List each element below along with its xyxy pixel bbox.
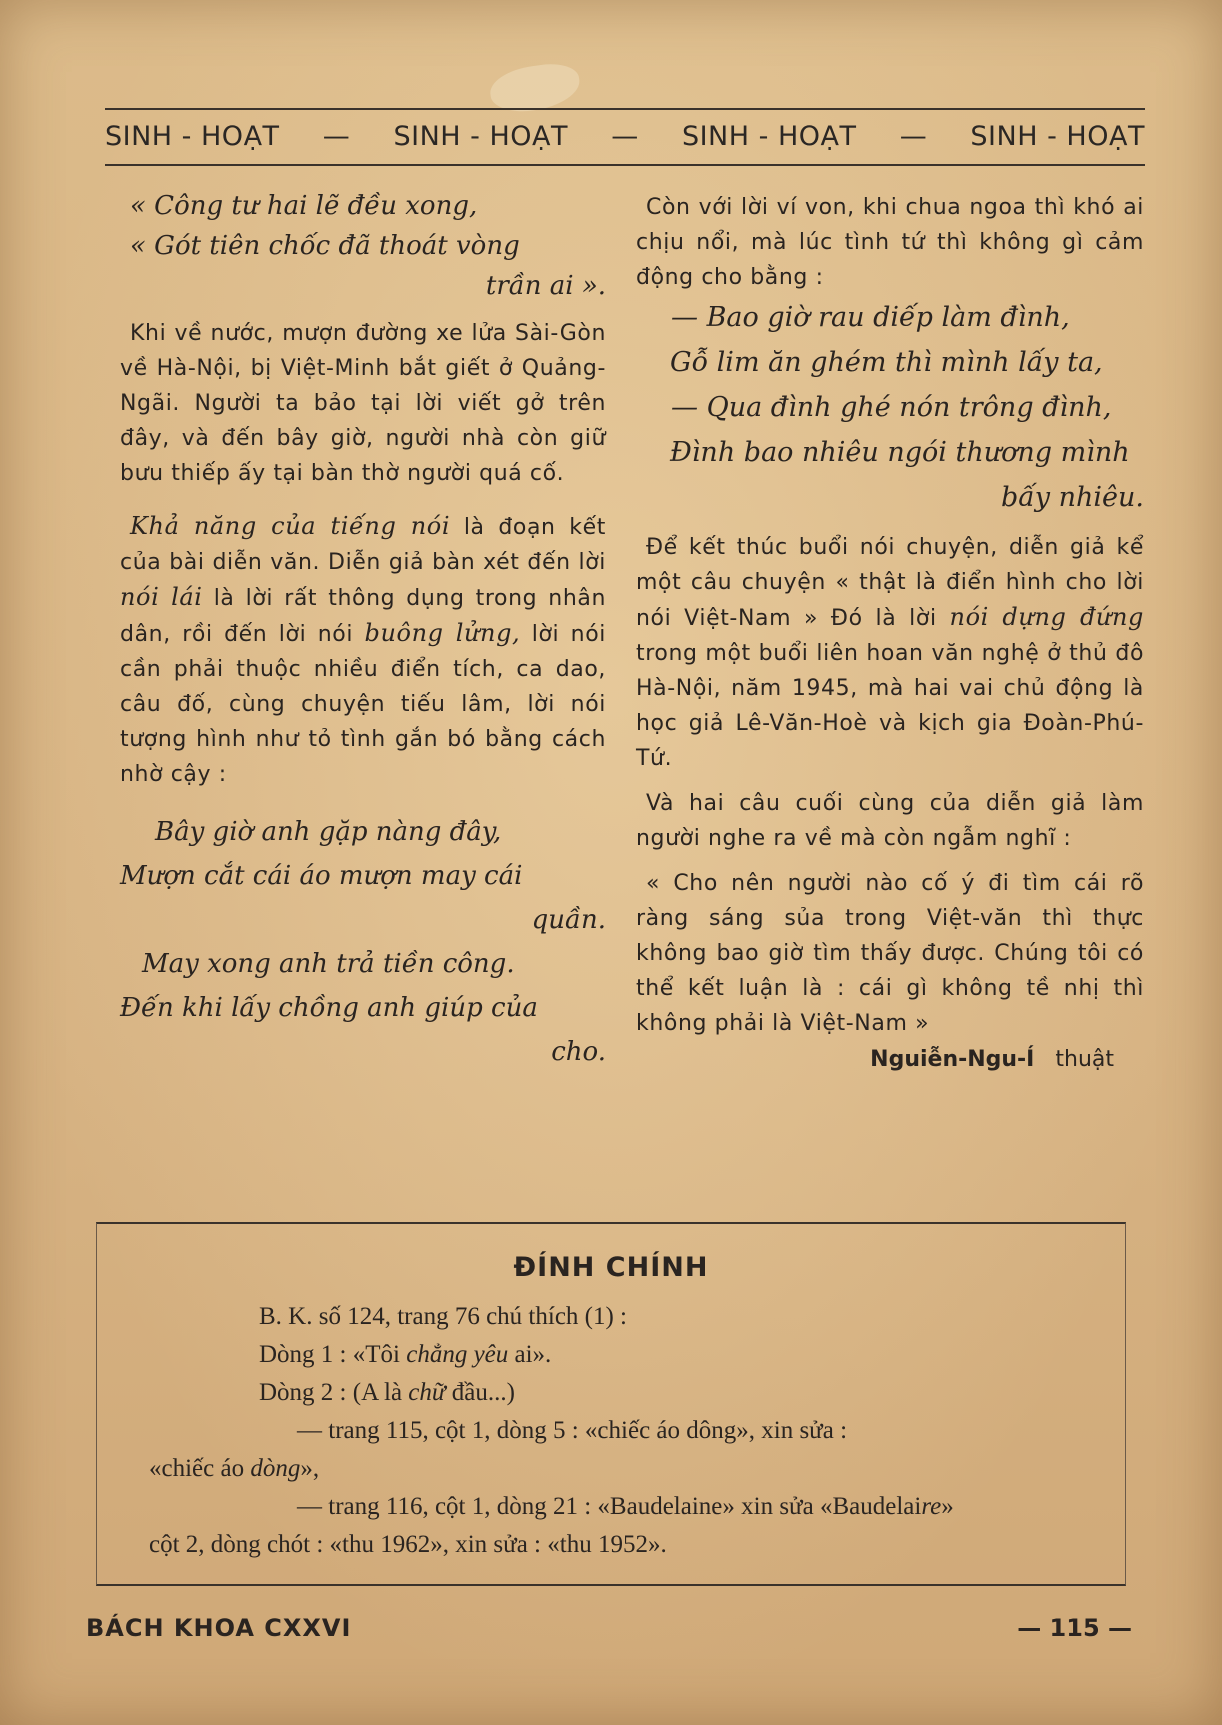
text-run: lời nói cần phải thuộc nhiều điển tích, ca dao, câu đố, cùng chuyện tiếu lâm, lời nói tượng hình như tỏ tình gắn bó bằng cách nhờ cậy : <box>120 622 606 787</box>
italic-phrase: dòng <box>250 1455 301 1482</box>
italic-phrase: nói lái <box>120 583 203 611</box>
header-item-2: SINH - HOẠT <box>393 120 568 152</box>
verse-line: « Công tư hai lẽ đều xong, <box>130 191 478 221</box>
paragraph-quote: « Cho nên người nào cố ý đi tìm cái rõ ràng sáng sủa trong Việt-văn thì thực không bao giờ tìm thấy được. Chúng tôi có thể kết luận là : cái gì không tề nhị thì không phải là Việt-Nam » <box>636 871 1144 1036</box>
header-separator: — <box>611 120 639 152</box>
header-separator: — <box>322 120 351 152</box>
verse-line: Đến khi lấy chồng anh giúp của <box>120 993 538 1023</box>
header-item-3: SINH - HOẠT <box>681 120 857 152</box>
verse-line: — Bao giờ rau diếp làm đình, <box>671 302 1070 333</box>
text-run: Để kết thúc buổi nói chuyện, diễn giả kể một câu chuyện « thật là điển hình cho lời nói Việt-Nam » Đó là lời <box>636 535 1144 631</box>
verse-line: trần ai ». <box>485 271 606 301</box>
italic-phrase: buông lửng, <box>364 619 521 647</box>
text-run: » <box>941 1493 954 1520</box>
verse-line: cho. <box>551 1037 606 1067</box>
verse-line: — Qua đình ghé nón trông đình, <box>671 392 1112 423</box>
author-suffix: thuật <box>1055 1047 1114 1072</box>
paragraph-simile: Còn với lời ví von, khi chua ngoa thì khó ai chịu nổi, mà lúc tình tứ thì không gì cảm động cho bằng : <box>636 195 1144 290</box>
verse-line: bấy nhiêu. <box>1000 482 1144 513</box>
author-signature <box>636 1047 1144 1072</box>
left-column <box>120 186 606 1074</box>
verse-line: Bây giờ anh gặp nàng đây, <box>155 817 502 847</box>
author-name: Nguiễn-Ngu-Í <box>870 1047 1035 1072</box>
errata-line <box>97 1374 1125 1412</box>
errata-line <box>97 1336 1125 1374</box>
italic-phrase: re <box>921 1493 942 1520</box>
header-item-1: SINH - HOẠT <box>105 120 280 152</box>
verse-line: Gỗ lim ăn ghém thì mình lấy ta, <box>670 347 1103 378</box>
header-rule-top <box>105 108 1145 110</box>
text-run: đầu...) <box>445 1379 515 1406</box>
errata-line: B. K. số 124, trang 76 chú thích (1) : <box>259 1303 628 1330</box>
italic-phrase: chữ <box>408 1379 446 1406</box>
text-run: — trang 116, cột 1, dòng 21 : «Baudelaine» xin sửa «Baudelai <box>297 1493 922 1520</box>
verse-line: quần. <box>531 905 606 935</box>
text-run: là lời rất thông dụng trong nhân dân, rồi đến lời nói <box>120 586 606 647</box>
text-run: «chiếc áo <box>149 1455 251 1482</box>
errata-line <box>97 1488 1125 1526</box>
publication-name: BÁCH KHOA CXXVI <box>86 1614 352 1642</box>
paragraph-conclusion <box>636 530 1144 776</box>
errata-line: — trang 115, cột 1, dòng 5 : «chiếc áo dông», xin sửa : <box>297 1417 848 1444</box>
running-header <box>105 108 1145 166</box>
text-run: Dòng 2 : (A là <box>259 1379 409 1406</box>
text-run: trong một buổi liên hoan văn nghệ ở thủ đô Hà-Nội, năm 1945, mà hai vai chủ động là học giả Lê-Văn-Hoè và kịch gia Đoàn-Phú-Tứ. <box>636 641 1144 771</box>
text-run: là đoạn kết của bài diễn văn. Diễn giả bàn xét đến lời <box>120 515 606 575</box>
paragraph-final-words: Và hai câu cuối cùng của diễn giả làm người nghe ra về mà còn ngẫm nghĩ : <box>636 791 1144 851</box>
page-number: — 115 — <box>1017 1614 1132 1642</box>
text-run: Dòng 1 : «Tôi <box>259 1341 407 1368</box>
errata-line <box>97 1450 1125 1488</box>
paragraph-speech-ability <box>120 509 606 792</box>
text-run: », <box>300 1455 320 1482</box>
header-rule-bottom <box>105 164 1145 166</box>
errata-title: ĐÍNH CHÍNH <box>513 1252 709 1283</box>
italic-phrase: chẳng yêu <box>406 1341 509 1368</box>
italic-phrase: Khả năng của tiếng nói <box>130 512 451 540</box>
errata-line: cột 2, dòng chót : «thu 1962», xin sửa : «thu 1952». <box>149 1531 667 1558</box>
header-separator: — <box>899 120 928 152</box>
verse-line: Đình bao nhiêu ngói thương mình <box>670 437 1130 468</box>
verse-line: « Gót tiên chốc đã thoát vòng <box>130 231 520 261</box>
opening-verse <box>120 186 606 306</box>
errata-lines <box>97 1298 1125 1564</box>
simile-verse <box>636 295 1144 520</box>
paragraph-return-home: Khi về nước, mượn đường xe lửa Sài-Gòn về Hà-Nội, bị Việt-Minh bắt giết ở Quảng-Ngãi. Người ta bảo tại lời viết gở trên đây, và đến bây giờ, người nhà còn giữ bưu thiếp ấy tại bàn thờ người quá cố. <box>120 321 606 486</box>
errata-box <box>96 1222 1126 1586</box>
verse-line: Mượn cắt cái áo mượn may cái <box>120 861 523 891</box>
right-column <box>636 190 1144 1072</box>
italic-phrase: nói dựng đứng <box>949 603 1145 631</box>
text-run: ai». <box>508 1341 552 1368</box>
verse-line: May xong anh trả tiền công. <box>142 949 515 979</box>
folk-verse <box>120 810 606 1074</box>
page-footer <box>86 1614 1132 1642</box>
header-item-4: SINH - HOẠT <box>970 120 1145 152</box>
